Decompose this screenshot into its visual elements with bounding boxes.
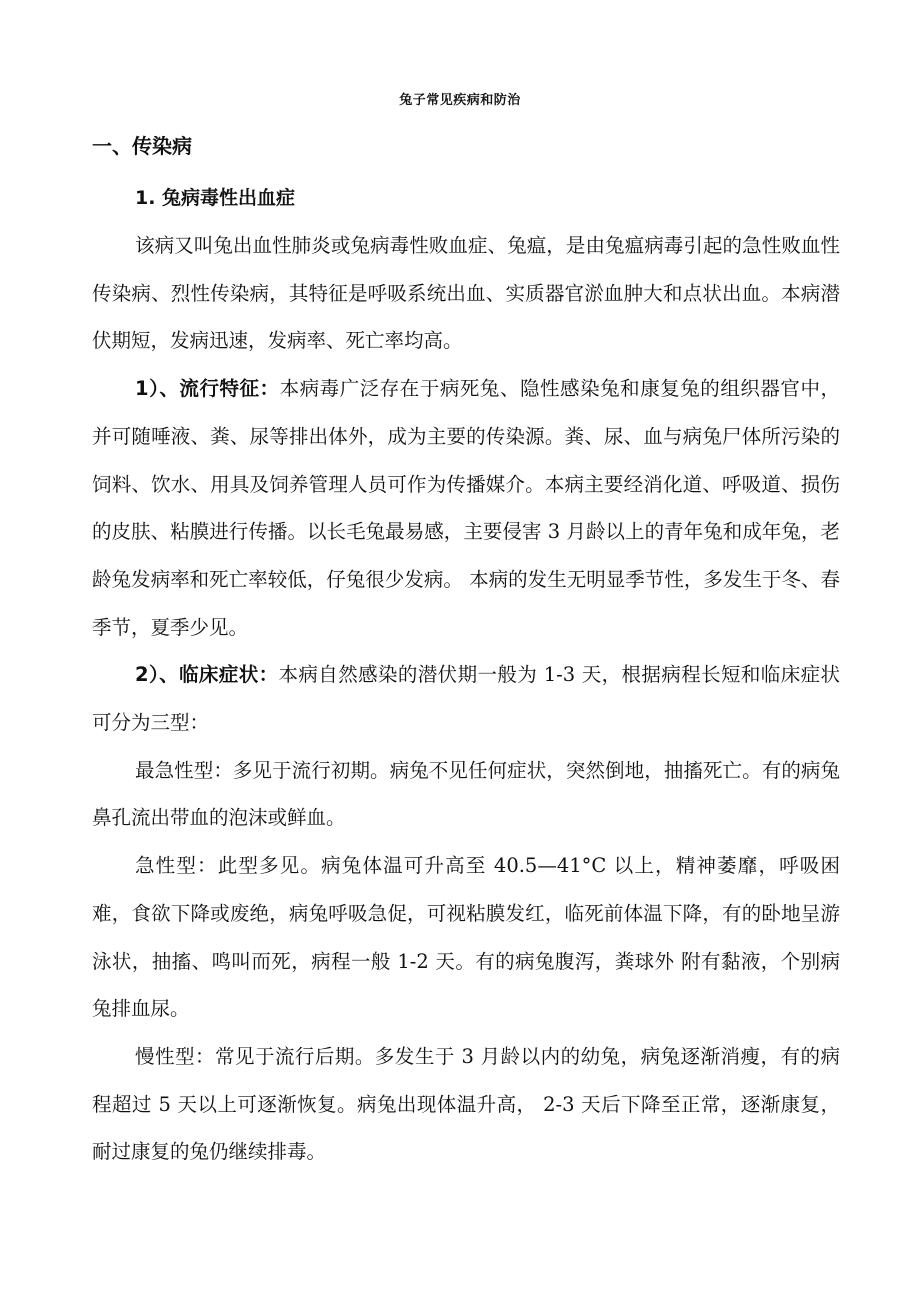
paragraph-acute xyxy=(92,842,840,1033)
paragraph-lead: 2）、临床症状： xyxy=(135,663,279,687)
paragraph-text: 最急性型：多见于流行初期。病兔不见任何症状，突然倒地，抽搐死亡。有的病兔鼻孔流出带血的泡沫或鲜血。 xyxy=(92,758,840,830)
paragraph-overview xyxy=(92,222,840,365)
paragraph-text: 慢性型：常见于流行后期。多发生于 3 月龄以内的幼兔，病兔逐渐消瘦，有的病程超过 5 天以上可逐渐恢复。病兔出现体温升高， 2-3 天后下降至正常，逐渐康复，耐过康复的兔仍继续排毒。 xyxy=(92,1044,840,1164)
document-title: 兔子常见疾病和防治 xyxy=(399,93,521,108)
paragraph-peracute xyxy=(92,747,840,842)
section-heading: 一、传染病 xyxy=(92,134,192,158)
paragraph-text: 本病自然感染的潜伏期一般为 1-3 天，根据病程长短和临床症状可分为三型： xyxy=(92,663,840,735)
paragraph-chronic xyxy=(92,1033,840,1176)
paragraph-text: 该病又叫兔出血性肺炎或兔病毒性败血症、兔瘟，是由兔瘟病毒引起的急性败血性传染病、烈性传染病，其特征是呼吸系统出血、实质器官淤血肿大和点状出血。本病潜伏期短，发病迅速，发病率、死亡率均高。 xyxy=(92,234,840,353)
document-body xyxy=(92,222,840,1176)
paragraph-symptoms xyxy=(92,651,840,746)
paragraph-epidemiology xyxy=(92,365,840,651)
paragraph-lead: 1）、流行特征： xyxy=(135,377,280,401)
paragraph-text: 本病毒广泛存在于病死兔、隐性感染兔和康复兔的组织器官中，并可随唾液、粪、尿等排出体外，成为主要的传染源。粪、尿、血与病兔尸体所污染的饲料、饮水、用具及饲养管理人员可作为传播媒介。本病主要经消化道、呼吸道、损伤的皮肤、粘膜进行传播。以长毛兔最易感，主要侵害 3 月龄以上的青年兔和成年兔，老龄兔发病率和死亡率较低，仔兔很少发病。 本病的发生无明显季节性，多发生于冬、春季节，夏季少见。 xyxy=(92,377,840,639)
subsection-heading: 1. 兔病毒性出血症 xyxy=(135,187,296,209)
paragraph-text: 急性型：此型多见。病兔体温可升高至 40.5—41°C 以上，精神萎靡，呼吸困难，食欲下降或废绝，病兔呼吸急促，可视粘膜发红，临死前体温下降，有的卧地呈游泳状，抽搐、鸣叫而死，病程一般 1-2 天。有的病兔腹泻，粪球外 附有黏液，个别病兔排血尿。 xyxy=(92,854,840,1021)
